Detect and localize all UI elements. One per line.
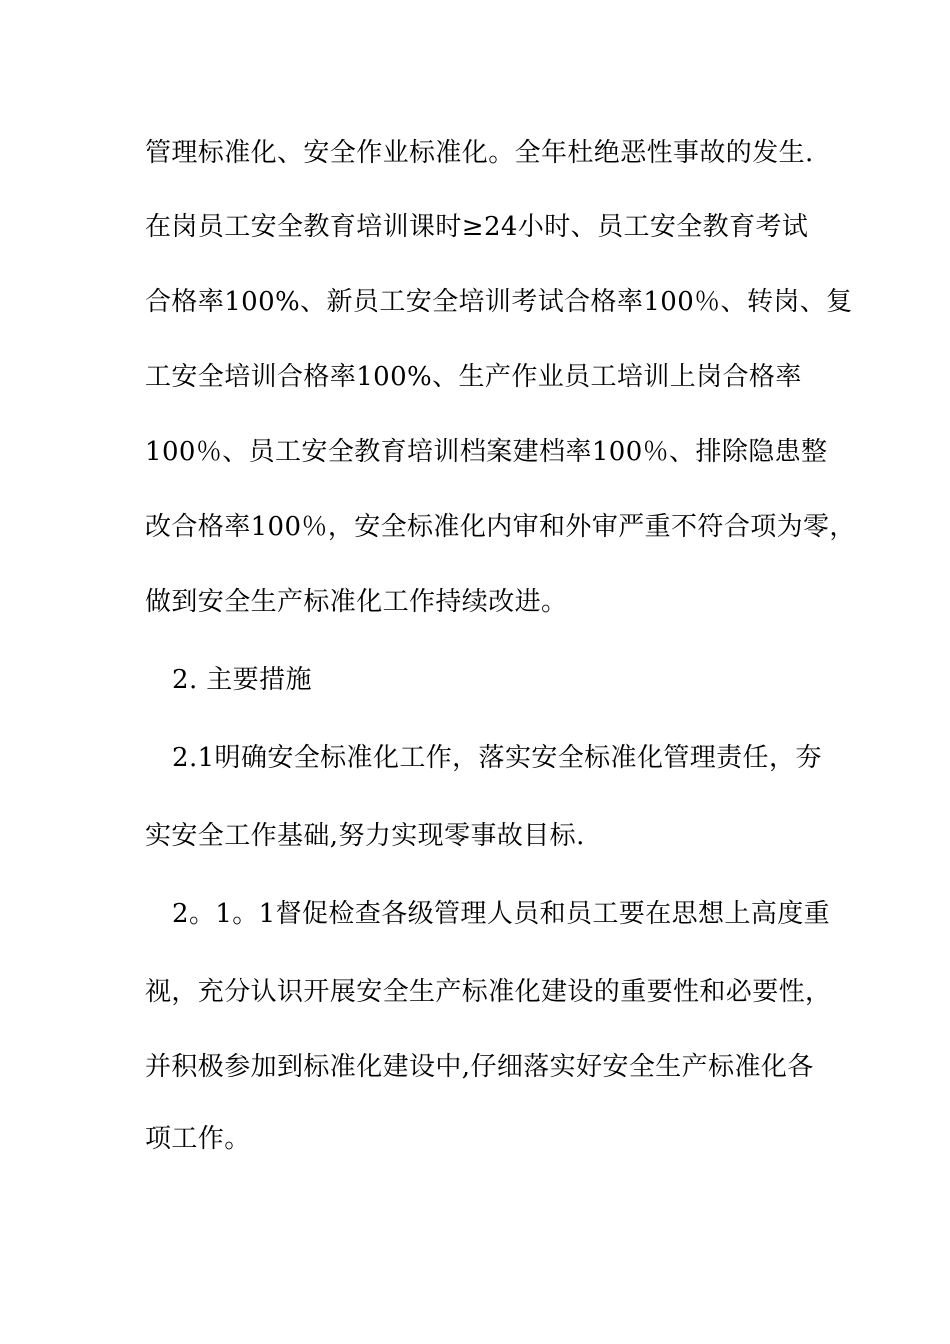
paragraph-line: 项工作。 xyxy=(145,1124,251,1154)
paragraph-line: 视，充分认识开展安全生产标准化建设的重要性和必要性， xyxy=(145,977,832,1007)
paragraph-line: 改合格率100％，安全标准化内审和外审严重不符合项为零， xyxy=(145,512,856,542)
paragraph-line: 工安全培训合格率100%、生产作业员工培训上岗合格率 xyxy=(145,362,802,392)
paragraph-line: 管理标准化、安全作业标准化。全年杜绝恶性事故的发生. xyxy=(145,138,814,168)
paragraph-line: 合格率100%、新员工安全培训考试合格率100％、转岗、复 xyxy=(145,287,853,317)
subsection-heading: 2.1明确安全标准化工作，落实安全标准化管理责任，夯 xyxy=(172,743,822,773)
paragraph-line: 实安全工作基础,努力实现零事故目标. xyxy=(145,821,585,851)
subsection-heading: 2。1。1督促检查各级管理人员和员工要在思想上高度重 xyxy=(172,899,831,929)
paragraph-line: 在岗员工安全教育培训课时≥24小时、员工安全教育考试 xyxy=(145,212,809,242)
section-heading: 2. 主要措施 xyxy=(172,665,312,695)
paragraph-line: 100％、员工安全教育培训档案建档率100％、排除隐患整 xyxy=(145,437,828,467)
paragraph-line: 并积极参加到标准化建设中,仔细落实好安全生产标准化各 xyxy=(145,1052,814,1082)
paragraph-line: 做到安全生产标准化工作持续改进。 xyxy=(145,587,568,617)
